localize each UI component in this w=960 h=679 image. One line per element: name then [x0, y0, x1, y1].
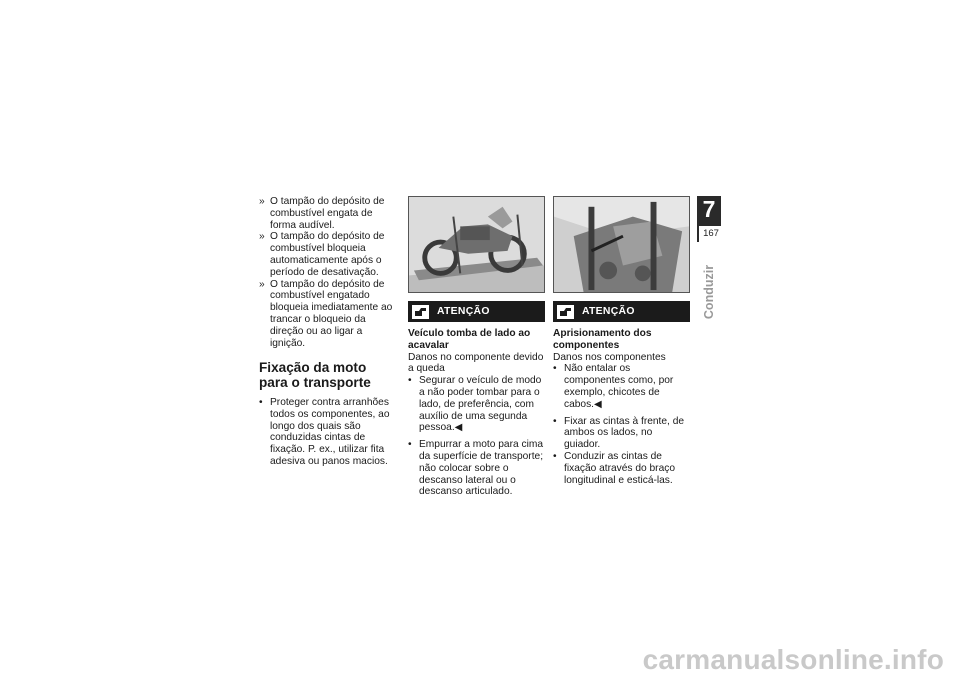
bullet-item: • Empurrar a moto para cima da superfície de transporte; não colocar sobre o descanso lateral ou o descanso articulado.: [408, 439, 545, 498]
text-column-3: [553, 196, 690, 486]
warning-subtitle: Danos nos componentes: [553, 351, 666, 363]
warning-hand-icon: [557, 305, 574, 319]
warning-banner: [408, 301, 545, 322]
warning-title: Aprisionamento dos componentes: [553, 328, 652, 351]
motorcycle-on-trailer-photo: [408, 196, 545, 293]
result-item: » O tampão do depósito de combustível engatado bloqueia imediatamente ao trancar o bloqueio da direção ou ao ligar a ignição.: [259, 279, 397, 350]
warning-subtitle: Danos no componente devido a queda: [408, 351, 544, 375]
bullet-item: • Não entalar os componentes como, por exemplo, chicotes de cabos.◀: [553, 363, 690, 410]
bullet-item: • Segurar o veículo de modo a não poder tombar para o lado, de preferência, com auxílio de uma segunda pessoa.◀: [408, 375, 545, 434]
fork-strap-photo: [553, 196, 690, 293]
warning-title: Veículo tomba de lado ao acavalar: [408, 328, 531, 351]
bullet-item: • Proteger contra arranhões todos os componentes, ao longo dos quais são conduzidas cintas de fixação. P. ex., utilizar fita adesiva ou panos macios.: [259, 397, 397, 468]
warning-banner: [553, 301, 690, 322]
chapter-number: 7: [702, 196, 716, 222]
warning-label: ATENÇÃO: [582, 305, 635, 317]
bullet-item: • Conduzir as cintas de fixação através do braço longitudinal e esticá-las.: [553, 451, 690, 486]
text-column-2: [408, 196, 545, 498]
result-item: » O tampão do depósito de combustível bloqueia automaticamente após o período de desativação.: [259, 231, 397, 278]
section-title: Fixação da moto para o transporte: [259, 360, 371, 391]
text-column-1: [259, 196, 397, 468]
chapter-name: Conduzir: [702, 264, 716, 320]
page-number: 167: [697, 226, 723, 242]
watermark: carmanualsonline.info: [642, 644, 944, 675]
result-item: » O tampão do depósito de combustível engata de forma audível.: [259, 196, 397, 231]
warning-hand-icon: [412, 305, 429, 319]
warning-label: ATENÇÃO: [437, 305, 490, 317]
bullet-item: • Fixar as cintas à frente, de ambos os lados, no guiador.: [553, 416, 690, 451]
